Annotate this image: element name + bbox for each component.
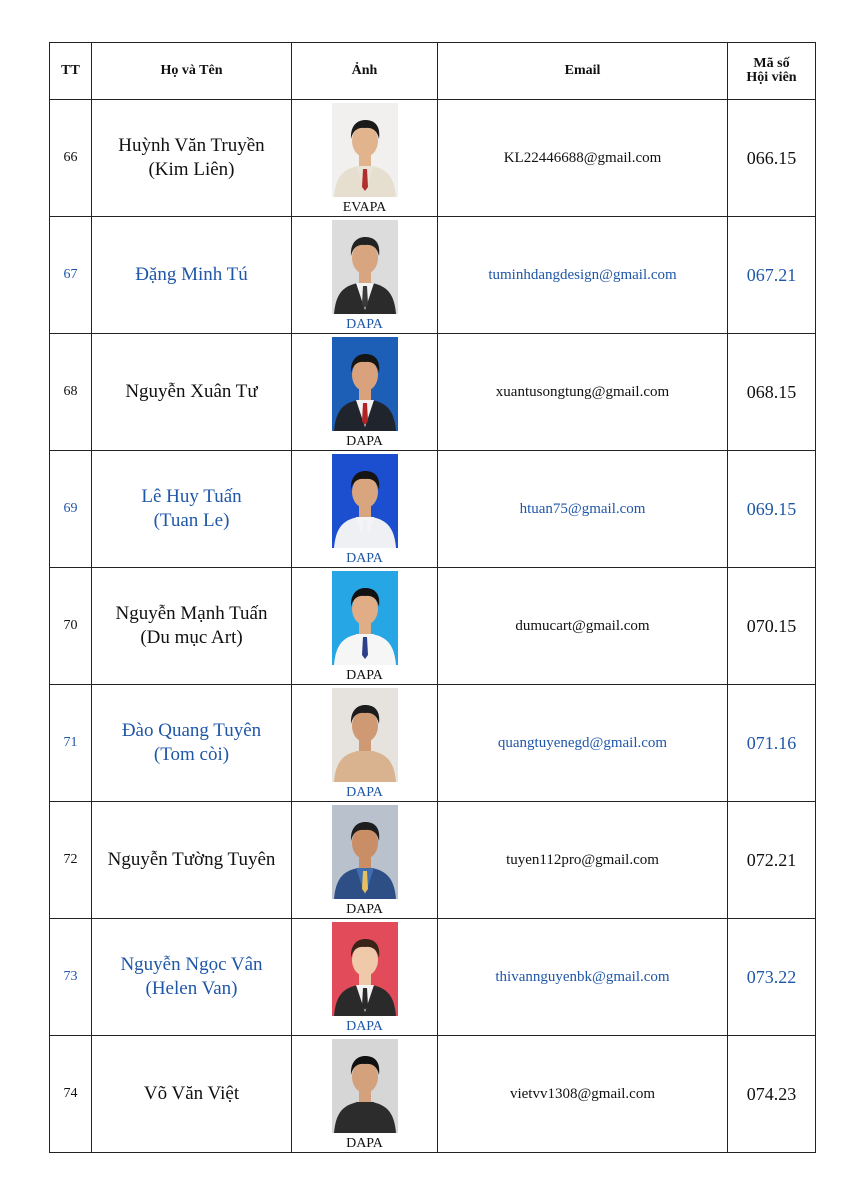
member-photo	[332, 571, 398, 665]
member-name-cell	[92, 802, 292, 919]
member-code: 070.15	[728, 568, 816, 685]
member-code: 071.16	[728, 685, 816, 802]
portrait-icon	[332, 688, 398, 782]
header-email: Email	[438, 43, 728, 100]
member-association: DAPA	[346, 668, 383, 683]
table-header-row	[50, 43, 816, 100]
member-email: htuan75@gmail.com	[438, 451, 728, 568]
member-photo	[332, 922, 398, 1016]
member-name-cell	[92, 568, 292, 685]
member-name: Đặng Minh Tú	[135, 264, 248, 285]
member-photo-cell	[292, 802, 438, 919]
member-name: Lê Huy Tuấn	[141, 486, 242, 507]
member-code: 074.23	[728, 1036, 816, 1153]
table-row	[50, 1036, 816, 1153]
header-member-code-line1: Mã số	[753, 56, 790, 71]
member-email: quangtuyenegd@gmail.com	[438, 685, 728, 802]
portrait-icon	[332, 571, 398, 665]
row-number: 73	[50, 919, 92, 1036]
table-row	[50, 334, 816, 451]
member-photo-cell	[292, 685, 438, 802]
member-name: Nguyễn Xuân Tư	[125, 381, 258, 402]
member-code: 069.15	[728, 451, 816, 568]
member-nickname: (Du mục Art)	[140, 627, 243, 648]
table-row	[50, 100, 816, 217]
portrait-icon	[332, 337, 398, 431]
member-photo-cell	[292, 919, 438, 1036]
header-tt: TT	[50, 43, 92, 100]
row-number: 66	[50, 100, 92, 217]
member-photo-cell	[292, 217, 438, 334]
row-number: 68	[50, 334, 92, 451]
member-association: DAPA	[346, 902, 383, 917]
row-number: 71	[50, 685, 92, 802]
member-photo-cell	[292, 334, 438, 451]
member-code: 073.22	[728, 919, 816, 1036]
header-member-code-line2: Hội viên	[746, 70, 797, 85]
member-photo	[332, 688, 398, 782]
member-photo-cell	[292, 1036, 438, 1153]
row-number: 69	[50, 451, 92, 568]
member-name-cell	[92, 100, 292, 217]
member-email: KL22446688@gmail.com	[438, 100, 728, 217]
portrait-icon	[332, 805, 398, 899]
member-name-cell	[92, 217, 292, 334]
member-association: DAPA	[346, 434, 383, 449]
member-photo	[332, 337, 398, 431]
member-photo	[332, 805, 398, 899]
portrait-icon	[332, 103, 398, 197]
table-row	[50, 685, 816, 802]
header-name: Họ và Tên	[92, 43, 292, 100]
portrait-icon	[332, 1039, 398, 1133]
header-photo: Ảnh	[292, 43, 438, 100]
table-row	[50, 217, 816, 334]
member-photo-cell	[292, 568, 438, 685]
member-code: 072.21	[728, 802, 816, 919]
member-name-cell	[92, 1036, 292, 1153]
table-row	[50, 568, 816, 685]
table-row	[50, 802, 816, 919]
row-number: 67	[50, 217, 92, 334]
member-association: EVAPA	[342, 200, 387, 215]
member-email: dumucart@gmail.com	[438, 568, 728, 685]
member-photo	[332, 454, 398, 548]
row-number: 72	[50, 802, 92, 919]
member-name: Đào Quang Tuyên	[121, 720, 262, 741]
member-code: 068.15	[728, 334, 816, 451]
member-nickname: (Tuan Le)	[153, 510, 230, 531]
member-nickname: (Kim Liên)	[148, 159, 235, 180]
member-photo	[332, 103, 398, 197]
header-member-code	[728, 43, 816, 100]
member-association: DAPA	[346, 551, 383, 566]
member-email: xuantusongtung@gmail.com	[438, 334, 728, 451]
member-name: Nguyễn Ngọc Vân	[120, 954, 263, 975]
portrait-icon	[332, 220, 398, 314]
member-code: 067.21	[728, 217, 816, 334]
member-name: Nguyễn Tường Tuyên	[107, 849, 276, 870]
member-nickname: (Tom còi)	[153, 744, 230, 765]
member-photo	[332, 220, 398, 314]
member-name: Võ Văn Việt	[143, 1083, 240, 1104]
member-photo-cell	[292, 451, 438, 568]
members-table	[49, 42, 816, 1153]
member-nickname: (Helen Van)	[145, 978, 238, 999]
table-row	[50, 919, 816, 1036]
table-row	[50, 451, 816, 568]
member-name-cell	[92, 334, 292, 451]
member-email: thivannguyenbk@gmail.com	[438, 919, 728, 1036]
member-name-cell	[92, 685, 292, 802]
member-email: tuminhdangdesign@gmail.com	[438, 217, 728, 334]
row-number: 70	[50, 568, 92, 685]
member-name: Nguyễn Mạnh Tuấn	[115, 603, 268, 624]
member-email: vietvv1308@gmail.com	[438, 1036, 728, 1153]
member-association: DAPA	[346, 1019, 383, 1034]
member-association: DAPA	[346, 1136, 383, 1151]
portrait-icon	[332, 454, 398, 548]
member-association: DAPA	[346, 785, 383, 800]
row-number: 74	[50, 1036, 92, 1153]
member-name: Huỳnh Văn Truyền	[118, 135, 265, 156]
member-email: tuyen112pro@gmail.com	[438, 802, 728, 919]
portrait-icon	[332, 922, 398, 1016]
member-name-cell	[92, 919, 292, 1036]
member-code: 066.15	[728, 100, 816, 217]
member-photo-cell	[292, 100, 438, 217]
member-association: DAPA	[346, 317, 383, 332]
member-photo	[332, 1039, 398, 1133]
member-name-cell	[92, 451, 292, 568]
